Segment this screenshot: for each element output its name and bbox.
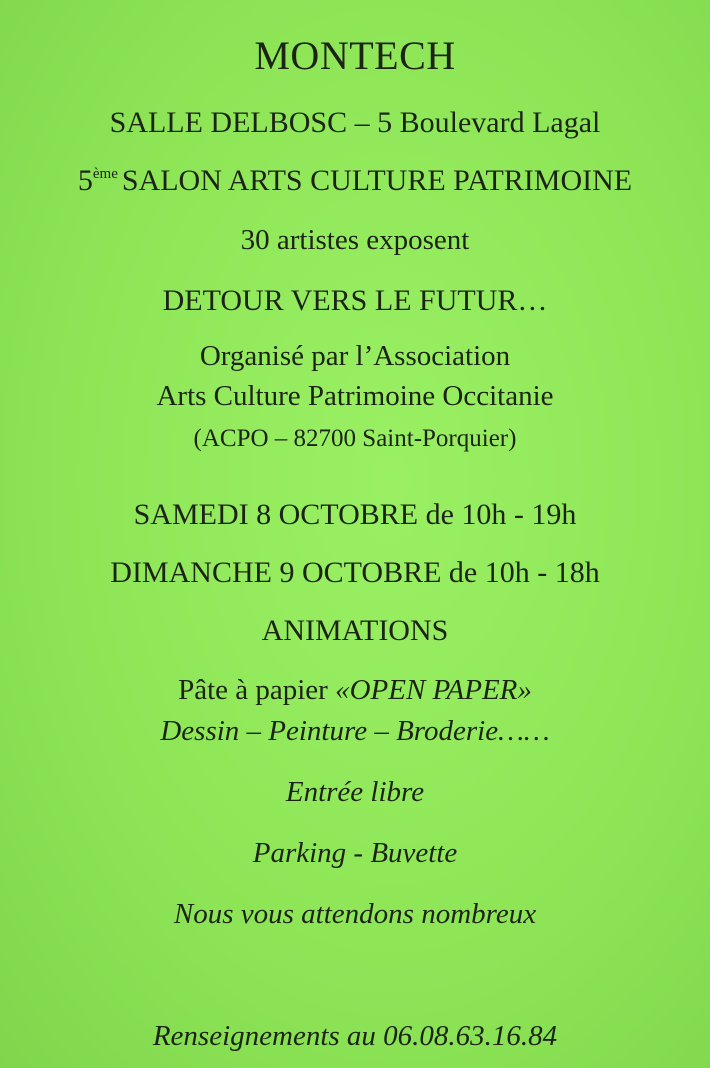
organizer-line-3: (ACPO – 82700 Saint-Porquier)	[193, 425, 517, 452]
animation-paper	[0, 676, 710, 705]
services-info: Parking - Buvette	[252, 837, 458, 869]
poster-venue: SALLE DELBOSC – 5 Boulevard Lagal	[109, 106, 601, 139]
entry-info: Entrée libre	[285, 776, 425, 808]
animation-paper-prefix: Pâte à papier	[178, 674, 336, 706]
animation-activities: Dessin – Peinture – Broderie……	[160, 715, 550, 747]
date-sunday: DIMANCHE 9 OCTOBRE de 10h - 18h	[110, 556, 600, 589]
animations-heading: ANIMATIONS	[261, 614, 449, 647]
poster-town-title: MONTECH	[254, 33, 456, 78]
edition-number: 5	[77, 164, 93, 197]
poster-theme: DETOUR VERS LE FUTUR…	[162, 284, 548, 317]
poster-event-name-line	[0, 166, 710, 196]
organizer-line-1: Organisé par l’Association	[199, 340, 511, 372]
contact-phone: Renseignements au 06.08.63.16.84	[152, 1020, 558, 1052]
organizer-line-2: Arts Culture Patrimoine Occitanie	[156, 380, 554, 412]
event-name: SALON ARTS CULTURE PATRIMOINE	[121, 164, 633, 197]
edition-suffix: ème	[92, 166, 118, 182]
invitation-text: Nous vous attendons nombreux	[173, 898, 537, 930]
poster-artists: 30 artistes exposent	[240, 224, 470, 256]
animation-paper-name: «OPEN PAPER»	[335, 674, 532, 706]
date-saturday: SAMEDI 8 OCTOBRE de 10h - 19h	[133, 498, 577, 531]
